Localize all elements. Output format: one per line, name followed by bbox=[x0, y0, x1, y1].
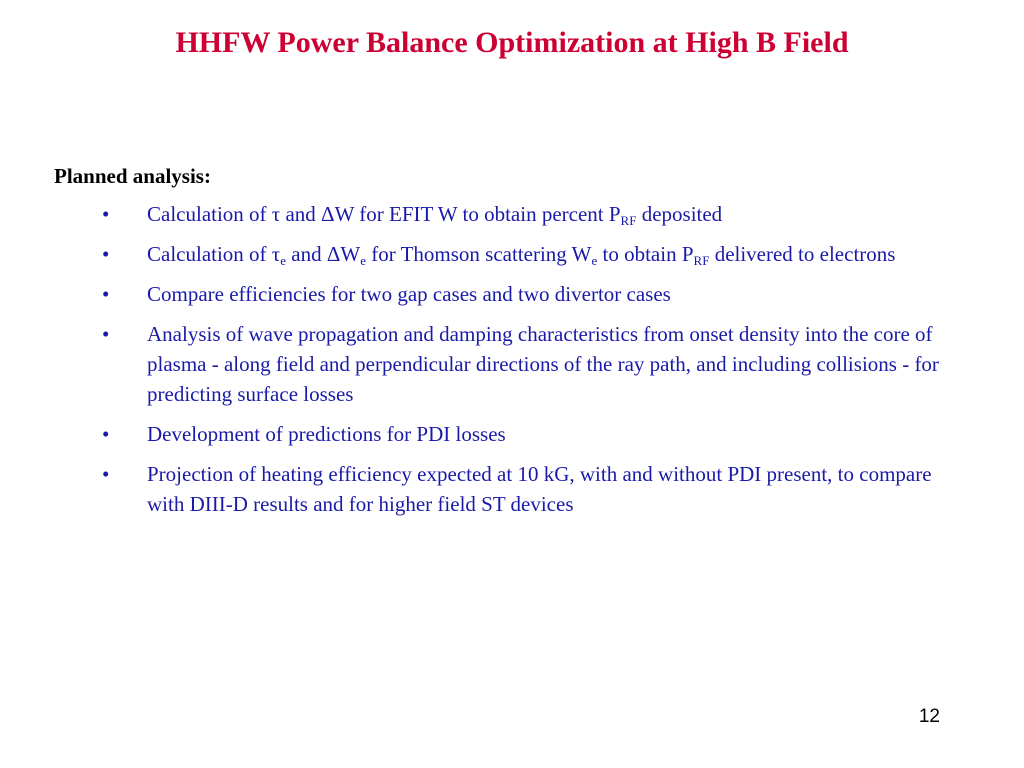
bullet-text-run: deposited bbox=[636, 202, 723, 226]
bullet-text-run: and ΔW bbox=[286, 242, 361, 266]
page-number: 12 bbox=[918, 706, 940, 727]
bullet-text-run: Compare efficiencies for two gap cases and two divertor cases bbox=[147, 282, 671, 306]
bullet-text bbox=[147, 459, 970, 519]
bullet-text bbox=[147, 199, 970, 229]
bullet-text-run: Projection of heating efficiency expected at 10 kG, with and without PDI present, to compare with DIII-D results and for higher field ST devices bbox=[147, 462, 932, 516]
subscript-text: RF bbox=[620, 213, 637, 228]
bullet-list bbox=[100, 199, 970, 529]
bullet-glyph: • bbox=[102, 422, 110, 446]
bullet-text-run: Development of predictions for PDI losses bbox=[147, 422, 506, 446]
bullet-item bbox=[100, 459, 970, 519]
bullet-text bbox=[147, 419, 970, 449]
subscript-text: e bbox=[280, 253, 287, 268]
bullet-text-run: Calculation of τ bbox=[147, 242, 281, 266]
bullet-text-run: Calculation of τ and ΔW for EFIT W to obtain percent P bbox=[147, 202, 621, 226]
section-heading: Planned analysis: bbox=[54, 164, 211, 188]
bullet-item bbox=[100, 239, 970, 269]
bullet-glyph: • bbox=[102, 202, 110, 226]
subscript-text: e bbox=[360, 253, 366, 268]
bullet-text-run: to obtain P bbox=[597, 242, 694, 266]
slide-title: HHFW Power Balance Optimization at High B Field bbox=[175, 26, 849, 59]
bullet-text-run: for Thomson scattering W bbox=[365, 242, 592, 266]
bullet-text bbox=[147, 239, 970, 269]
bullet-glyph: • bbox=[102, 242, 110, 266]
bullet-item bbox=[100, 199, 970, 229]
subscript-text: e bbox=[591, 253, 598, 268]
bullet-text-run: Analysis of wave propagation and damping characteristics from onset density into the core of plasma - along field and perpendicular directions of the ray path, and including collisions - for predicting surface losses bbox=[147, 322, 939, 406]
subscript-text: RF bbox=[693, 253, 710, 268]
bullet-item bbox=[100, 419, 970, 449]
bullet-text-run: delivered to electrons bbox=[709, 242, 896, 266]
bullet-glyph: • bbox=[102, 322, 110, 346]
bullet-text bbox=[147, 279, 970, 309]
bullet-glyph: • bbox=[102, 282, 110, 306]
bullet-item bbox=[100, 279, 970, 309]
bullet-item bbox=[100, 319, 970, 409]
bullet-glyph: • bbox=[102, 462, 110, 486]
bullet-text bbox=[147, 319, 970, 409]
